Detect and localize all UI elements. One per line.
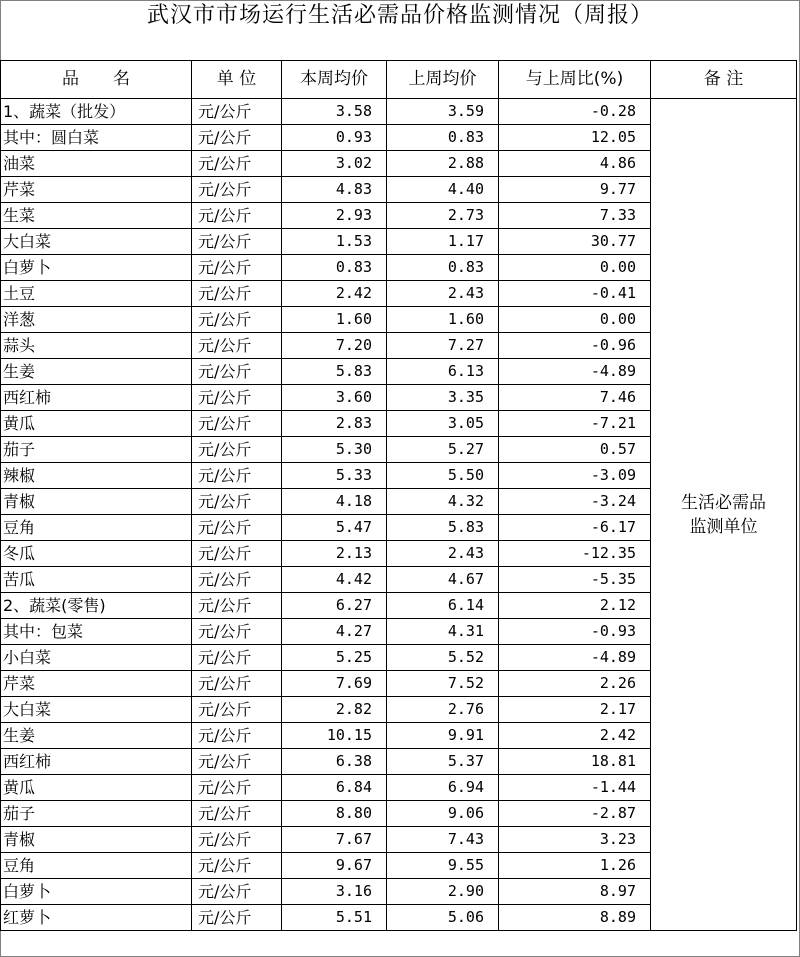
- last-week-price-cell: 2.90: [387, 879, 499, 905]
- unit-cell: 元/公斤: [192, 411, 282, 437]
- last-week-price-cell: 7.52: [387, 671, 499, 697]
- unit-cell: 元/公斤: [192, 463, 282, 489]
- unit-cell: 元/公斤: [192, 775, 282, 801]
- item-name-cell: 蒜头: [1, 333, 192, 359]
- change-percent-cell: -0.28: [499, 99, 651, 125]
- item-name-cell: 白萝卜: [1, 255, 192, 281]
- item-name-cell: 生菜: [1, 203, 192, 229]
- change-percent-cell: -2.87: [499, 801, 651, 827]
- last-week-price-cell: 3.05: [387, 411, 499, 437]
- item-name-cell: 2、蔬菜(零售): [1, 593, 192, 619]
- this-week-price-cell: 5.30: [282, 437, 387, 463]
- this-week-price-cell: 5.47: [282, 515, 387, 541]
- this-week-price-cell: 3.16: [282, 879, 387, 905]
- this-week-price-cell: 10.15: [282, 723, 387, 749]
- last-week-price-cell: 2.73: [387, 203, 499, 229]
- unit-cell: 元/公斤: [192, 333, 282, 359]
- item-name-cell: 土豆: [1, 281, 192, 307]
- change-percent-cell: 9.77: [499, 177, 651, 203]
- note-line-1: 生活必需品: [681, 492, 766, 513]
- this-week-price-cell: 5.51: [282, 905, 387, 931]
- last-week-price-cell: 4.32: [387, 489, 499, 515]
- change-percent-cell: -4.89: [499, 359, 651, 385]
- change-percent-cell: -5.35: [499, 567, 651, 593]
- this-week-price-cell: 7.20: [282, 333, 387, 359]
- change-percent-cell: 1.26: [499, 853, 651, 879]
- page-title: 武汉市市场运行生活必需品价格监测情况（周报）: [146, 3, 653, 28]
- unit-cell: 元/公斤: [192, 229, 282, 255]
- unit-cell: 元/公斤: [192, 619, 282, 645]
- last-week-price-cell: 4.40: [387, 177, 499, 203]
- unit-cell: 元/公斤: [192, 281, 282, 307]
- item-name-cell: 红萝卜: [1, 905, 192, 931]
- item-name-cell: 黄瓜: [1, 411, 192, 437]
- this-week-price-cell: 3.60: [282, 385, 387, 411]
- item-name-cell: 辣椒: [1, 463, 192, 489]
- table-row: [1, 99, 797, 125]
- last-week-price-cell: 1.60: [387, 307, 499, 333]
- unit-cell: 元/公斤: [192, 697, 282, 723]
- unit-cell: 元/公斤: [192, 905, 282, 931]
- unit-cell: 元/公斤: [192, 99, 282, 125]
- last-week-price-cell: 5.50: [387, 463, 499, 489]
- item-name-cell: 豆角: [1, 853, 192, 879]
- note-line-2: 监测单位: [689, 516, 758, 537]
- this-week-price-cell: 1.60: [282, 307, 387, 333]
- this-week-price-cell: 4.42: [282, 567, 387, 593]
- unit-cell: 元/公斤: [192, 125, 282, 151]
- this-week-price-cell: 7.67: [282, 827, 387, 853]
- change-percent-cell: -0.96: [499, 333, 651, 359]
- change-percent-cell: 3.23: [499, 827, 651, 853]
- item-name-cell: 油菜: [1, 151, 192, 177]
- change-percent-cell: 2.17: [499, 697, 651, 723]
- change-percent-cell: -7.21: [499, 411, 651, 437]
- header-this-week: 本周均价: [282, 61, 387, 99]
- last-week-price-cell: 0.83: [387, 255, 499, 281]
- change-percent-cell: 7.46: [499, 385, 651, 411]
- change-percent-cell: -0.93: [499, 619, 651, 645]
- unit-cell: 元/公斤: [192, 151, 282, 177]
- item-name-cell: 大白菜: [1, 229, 192, 255]
- this-week-price-cell: 2.82: [282, 697, 387, 723]
- unit-cell: 元/公斤: [192, 489, 282, 515]
- last-week-price-cell: 6.14: [387, 593, 499, 619]
- last-week-price-cell: 2.88: [387, 151, 499, 177]
- unit-cell: 元/公斤: [192, 853, 282, 879]
- unit-cell: 元/公斤: [192, 385, 282, 411]
- table-body: [1, 99, 797, 931]
- this-week-price-cell: 7.69: [282, 671, 387, 697]
- header-change: 与上周比(%): [499, 61, 651, 99]
- unit-cell: 元/公斤: [192, 801, 282, 827]
- this-week-price-cell: 4.27: [282, 619, 387, 645]
- last-week-price-cell: 3.35: [387, 385, 499, 411]
- this-week-price-cell: 9.67: [282, 853, 387, 879]
- unit-cell: 元/公斤: [192, 255, 282, 281]
- last-week-price-cell: 6.94: [387, 775, 499, 801]
- last-week-price-cell: 9.06: [387, 801, 499, 827]
- item-name-cell: 大白菜: [1, 697, 192, 723]
- last-week-price-cell: 7.43: [387, 827, 499, 853]
- unit-cell: 元/公斤: [192, 879, 282, 905]
- this-week-price-cell: 0.83: [282, 255, 387, 281]
- header-last-week: 上周均价: [387, 61, 499, 99]
- note-cell: [651, 99, 797, 931]
- this-week-price-cell: 5.25: [282, 645, 387, 671]
- change-percent-cell: 18.81: [499, 749, 651, 775]
- last-week-price-cell: 3.59: [387, 99, 499, 125]
- change-percent-cell: 0.00: [499, 307, 651, 333]
- change-percent-cell: 8.97: [499, 879, 651, 905]
- last-week-price-cell: 5.52: [387, 645, 499, 671]
- last-week-price-cell: 5.27: [387, 437, 499, 463]
- change-percent-cell: 8.89: [499, 905, 651, 931]
- this-week-price-cell: 2.93: [282, 203, 387, 229]
- this-week-price-cell: 6.27: [282, 593, 387, 619]
- item-name-cell: 茄子: [1, 801, 192, 827]
- item-name-cell: 白萝卜: [1, 879, 192, 905]
- last-week-price-cell: 1.17: [387, 229, 499, 255]
- this-week-price-cell: 6.84: [282, 775, 387, 801]
- change-percent-cell: 2.12: [499, 593, 651, 619]
- item-name-cell: 西红柿: [1, 385, 192, 411]
- last-week-price-cell: 6.13: [387, 359, 499, 385]
- item-name-cell: 黄瓜: [1, 775, 192, 801]
- item-name-cell: 茄子: [1, 437, 192, 463]
- header-unit: 单 位: [192, 61, 282, 99]
- unit-cell: 元/公斤: [192, 203, 282, 229]
- change-percent-cell: -0.41: [499, 281, 651, 307]
- change-percent-cell: -6.17: [499, 515, 651, 541]
- this-week-price-cell: 2.83: [282, 411, 387, 437]
- change-percent-cell: 0.00: [499, 255, 651, 281]
- this-week-price-cell: 4.83: [282, 177, 387, 203]
- unit-cell: 元/公斤: [192, 671, 282, 697]
- this-week-price-cell: 2.42: [282, 281, 387, 307]
- unit-cell: 元/公斤: [192, 307, 282, 333]
- unit-cell: 元/公斤: [192, 541, 282, 567]
- change-percent-cell: 2.26: [499, 671, 651, 697]
- item-name-cell: 洋葱: [1, 307, 192, 333]
- item-name-cell: 生姜: [1, 723, 192, 749]
- unit-cell: 元/公斤: [192, 723, 282, 749]
- item-name-cell: 1、蔬菜（批发）: [1, 99, 192, 125]
- item-name-cell: 芹菜: [1, 671, 192, 697]
- last-week-price-cell: 4.67: [387, 567, 499, 593]
- price-table: [0, 60, 797, 931]
- this-week-price-cell: 8.80: [282, 801, 387, 827]
- change-percent-cell: -12.35: [499, 541, 651, 567]
- item-name-cell: 青椒: [1, 489, 192, 515]
- item-name-cell: 青椒: [1, 827, 192, 853]
- last-week-price-cell: 2.43: [387, 281, 499, 307]
- this-week-price-cell: 3.58: [282, 99, 387, 125]
- item-name-cell: 冬瓜: [1, 541, 192, 567]
- last-week-price-cell: 9.55: [387, 853, 499, 879]
- unit-cell: 元/公斤: [192, 827, 282, 853]
- unit-cell: 元/公斤: [192, 749, 282, 775]
- change-percent-cell: -3.24: [499, 489, 651, 515]
- item-name-cell: 生姜: [1, 359, 192, 385]
- unit-cell: 元/公斤: [192, 359, 282, 385]
- change-percent-cell: 30.77: [499, 229, 651, 255]
- last-week-price-cell: 2.43: [387, 541, 499, 567]
- this-week-price-cell: 4.18: [282, 489, 387, 515]
- this-week-price-cell: 5.83: [282, 359, 387, 385]
- change-percent-cell: 7.33: [499, 203, 651, 229]
- this-week-price-cell: 2.13: [282, 541, 387, 567]
- last-week-price-cell: 2.76: [387, 697, 499, 723]
- change-percent-cell: -4.89: [499, 645, 651, 671]
- this-week-price-cell: 6.38: [282, 749, 387, 775]
- item-name-cell: 小白菜: [1, 645, 192, 671]
- this-week-price-cell: 0.93: [282, 125, 387, 151]
- change-percent-cell: 2.42: [499, 723, 651, 749]
- change-percent-cell: 0.57: [499, 437, 651, 463]
- change-percent-cell: 12.05: [499, 125, 651, 151]
- unit-cell: 元/公斤: [192, 177, 282, 203]
- last-week-price-cell: 4.31: [387, 619, 499, 645]
- unit-cell: 元/公斤: [192, 645, 282, 671]
- item-name-cell: 西红柿: [1, 749, 192, 775]
- last-week-price-cell: 5.06: [387, 905, 499, 931]
- change-percent-cell: 4.86: [499, 151, 651, 177]
- item-name-cell: 豆角: [1, 515, 192, 541]
- item-name-cell: 其中：包菜: [1, 619, 192, 645]
- item-name-cell: 其中：圆白菜: [1, 125, 192, 151]
- this-week-price-cell: 5.33: [282, 463, 387, 489]
- last-week-price-cell: 9.91: [387, 723, 499, 749]
- item-name-cell: 苦瓜: [1, 567, 192, 593]
- item-name-cell: 芹菜: [1, 177, 192, 203]
- unit-cell: 元/公斤: [192, 593, 282, 619]
- header-note: 备 注: [651, 61, 797, 99]
- unit-cell: 元/公斤: [192, 515, 282, 541]
- last-week-price-cell: 5.83: [387, 515, 499, 541]
- this-week-price-cell: 3.02: [282, 151, 387, 177]
- last-week-price-cell: 7.27: [387, 333, 499, 359]
- header-name: 品 名: [1, 61, 192, 99]
- change-percent-cell: -3.09: [499, 463, 651, 489]
- unit-cell: 元/公斤: [192, 437, 282, 463]
- this-week-price-cell: 1.53: [282, 229, 387, 255]
- last-week-price-cell: 0.83: [387, 125, 499, 151]
- change-percent-cell: -1.44: [499, 775, 651, 801]
- unit-cell: 元/公斤: [192, 567, 282, 593]
- header-row: [1, 61, 797, 99]
- last-week-price-cell: 5.37: [387, 749, 499, 775]
